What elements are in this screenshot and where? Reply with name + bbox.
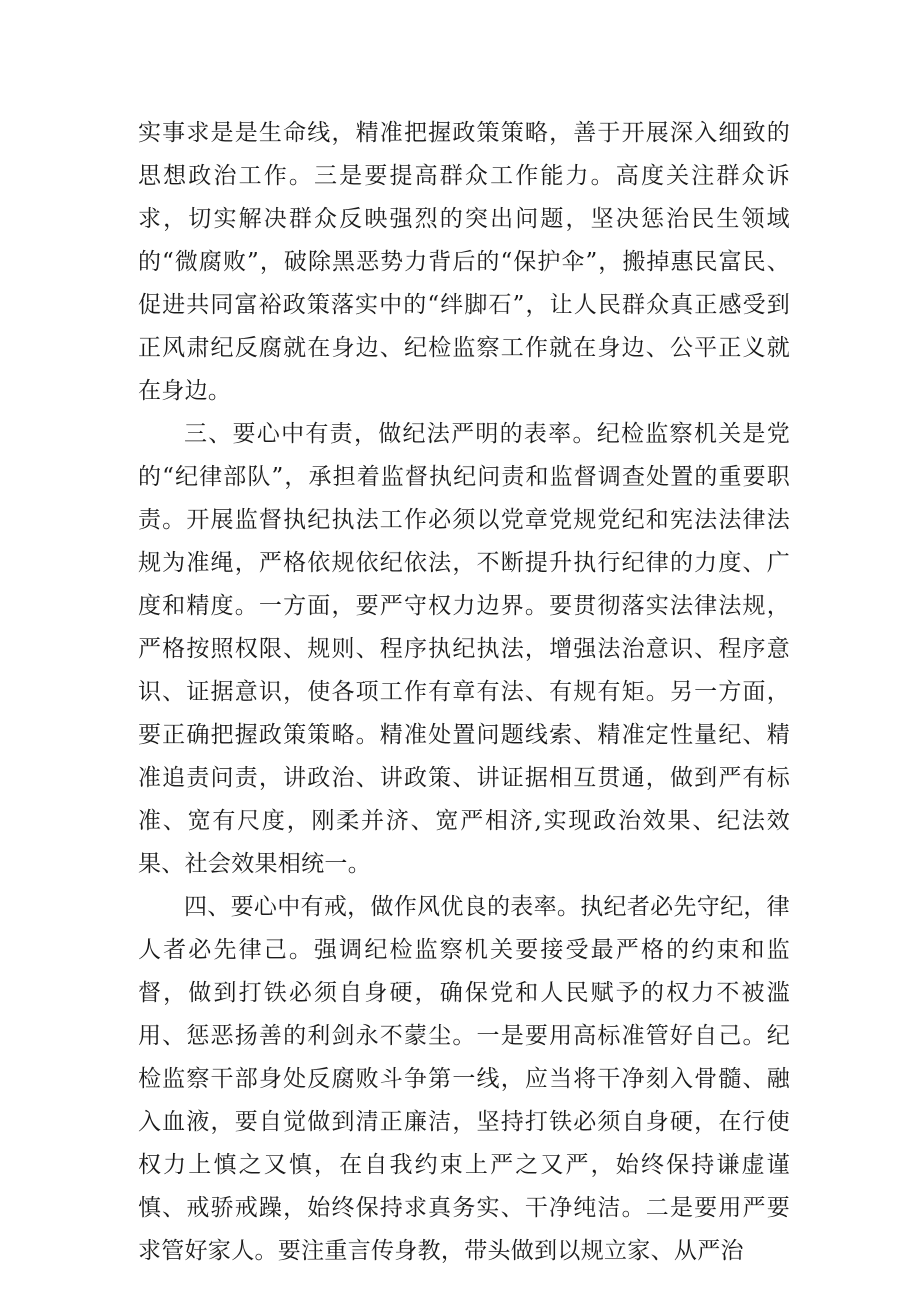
paragraph-section-four: 四、要心中有戒，做作风优良的表率。执纪者必先守纪，律人者必先律己。强调纪检监察机关要接受最严格的约束和监督，做到打铁必须自身硬，确保党和人民赋予的权力不被滥用、惩恶扬善的利剑永不蒙尘。一是要用高标准管好自己。纪检监察干部身处反腐败斗争第一线，应当将干净刻入骨髓、融入血液，要自觉做到清正廉洁，坚持打铁必须自身硬，在行使权力上慎之又慎，在自我约束上严之又严，始终保持谦虚谨慎、戒骄戒躁，始终保持求真务实、干净纯洁。二是要用严要求管好家人。要注重言传身教，带头做到以规立家、从严治	[138, 894, 790, 1264]
paragraph-section-three: 三、要心中有责，做纪法严明的表率。纪检监察机关是党的“纪律部队”，承担着监督执纪问责和监督调查处置的重要职责。开展监督执纪执法工作必须以党章党规党纪和宪法法律法规为准绳，严格依规依纪依法，不断提升执行纪律的力度、广度和精度。一方面，要严守权力边界。要贯彻落实法律法规，严格按照权限、规则、程序执纪执法，增强法治意识、程序意识、证据意识，使各项工作有章有法、有规有矩。另一方面，要正确把握政策策略。精准处置问题线索、精准定性量纪、精准追责问责，讲政治、讲政策、讲证据相互贯通，做到严有标准、宽有尺度，刚柔并济、宽严相济,实现政治效果、纪法效果、社会效果相统一。	[138, 421, 790, 877]
document-body	[138, 112, 790, 1273]
paragraph-continuation: 实事求是是生命线，精准把握政策策略，善于开展深入细致的思想政治工作。三是要提高群众工作能力。高度关注群众诉求，切实解决群众反映强烈的突出问题，坚决惩治民生领域的“微腐败”，破除黑恶势力背后的“保护伞”，搬掉惠民富民、促进共同富裕政策落实中的“绊脚石”，让人民群众真正感受到正风肃纪反腐就在身边、纪检监察工作就在身边、公平正义就在身边。	[138, 120, 790, 404]
